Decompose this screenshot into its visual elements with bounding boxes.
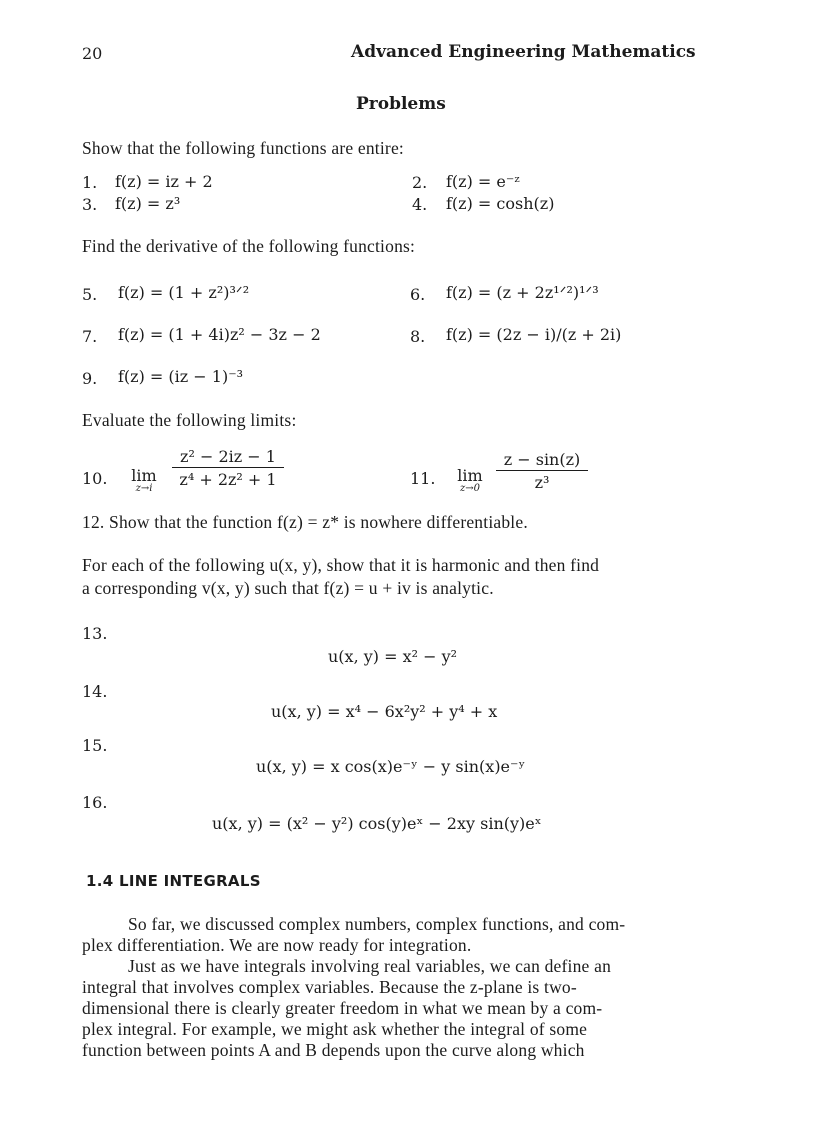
instruction-harmonic-line-2: a corresponding v(x, y) such that f(z) = u + iv is analytic. — [82, 578, 494, 598]
section-heading: 1.4 LINE INTEGRALS — [86, 872, 261, 890]
paragraph-line: So far, we discussed complex numbers, complex functions, and com- — [128, 914, 626, 934]
problem-number: 9. — [82, 369, 98, 388]
running-header-title: Advanced Engineering Mathematics — [351, 42, 696, 62]
problem-expression: f(z) = e⁻ᶻ — [446, 172, 520, 191]
problem-expression: f(z) = z³ — [115, 194, 181, 213]
limit-subscript: z→0 — [459, 483, 480, 494]
problem-number: 8. — [410, 327, 426, 346]
problem-number: 4. — [412, 195, 428, 214]
fraction-denominator: z⁴ + 2z² + 1 — [179, 470, 277, 489]
problem-expression: f(z) = (iz − 1)⁻³ — [118, 367, 244, 386]
fraction-numerator: z² − 2iz − 1 — [180, 447, 276, 466]
limit-word: lim — [131, 466, 157, 485]
problem-number: 13. — [82, 624, 108, 643]
paragraph-line: dimensional there is clearly greater freedom in what we mean by a com- — [82, 998, 603, 1018]
problem-number: 10. — [82, 469, 108, 488]
instruction-harmonic-line-1: For each of the following u(x, y), show that it is harmonic and then find — [82, 555, 600, 575]
paragraph-line: Just as we have integrals involving real variables, we can define an — [128, 956, 612, 976]
problem-equation: u(x, y) = x² − y² — [328, 647, 458, 666]
problem-expression: f(z) = (z + 2z¹ᐟ²)¹ᐟ³ — [446, 283, 599, 302]
problem-number: 3. — [82, 195, 98, 214]
problem-expression: f(z) = (1 + 4i)z² − 3z − 2 — [118, 325, 321, 344]
problem-number: 16. — [82, 793, 108, 812]
problem-expression: f(z) = cosh(z) — [446, 194, 555, 213]
problem-equation: u(x, y) = x⁴ − 6x²y² + y⁴ + x — [271, 702, 498, 721]
instruction-entire: Show that the following functions are entire: — [82, 138, 404, 158]
page-number: 20 — [82, 44, 103, 63]
paragraph-line: function between points A and B depends upon the curve along which — [82, 1040, 585, 1060]
problem-number: 2. — [412, 173, 428, 192]
problem-number: 11. — [410, 469, 436, 488]
paragraph-line: plex integral. For example, we might ask whether the integral of some — [82, 1019, 588, 1039]
problem-number: 14. — [82, 682, 108, 701]
problem-number: 5. — [82, 285, 98, 304]
fraction-denominator: z³ — [534, 473, 550, 492]
fraction-bar — [496, 470, 588, 471]
limit-word: lim — [457, 466, 483, 485]
fraction-bar — [172, 467, 284, 468]
paragraph-line: plex differentiation. We are now ready for integration. — [82, 935, 472, 955]
problem-expression: f(z) = (1 + z²)³ᐟ² — [118, 283, 250, 302]
problem-number: 1. — [82, 173, 98, 192]
problem-expression: f(z) = iz + 2 — [115, 172, 213, 191]
problem-number: 15. — [82, 736, 108, 755]
problem-equation: u(x, y) = x cos(x)e⁻ʸ − y sin(x)e⁻ʸ — [256, 757, 526, 776]
instruction-derivative: Find the derivative of the following functions: — [82, 236, 416, 256]
problem-equation: u(x, y) = (x² − y²) cos(y)eˣ − 2xy sin(y)eˣ — [212, 814, 542, 833]
fraction-numerator: z − sin(z) — [503, 450, 581, 469]
problem-expression: f(z) = (2z − i)/(z + 2i) — [446, 325, 622, 344]
problem-12-text: 12. Show that the function f(z) = z* is nowhere differentiable. — [82, 512, 528, 532]
problems-heading: Problems — [356, 94, 446, 114]
limit-operator — [452, 466, 488, 494]
limit-subscript: z→i — [135, 483, 153, 494]
fraction — [492, 450, 592, 492]
instruction-limits: Evaluate the following limits: — [82, 410, 297, 430]
limit-operator — [126, 466, 162, 494]
paragraph-line: integral that involves complex variables. Because the z-plane is two- — [82, 977, 577, 997]
problem-number: 7. — [82, 327, 98, 346]
problem-number: 6. — [410, 285, 426, 304]
fraction — [164, 447, 292, 489]
